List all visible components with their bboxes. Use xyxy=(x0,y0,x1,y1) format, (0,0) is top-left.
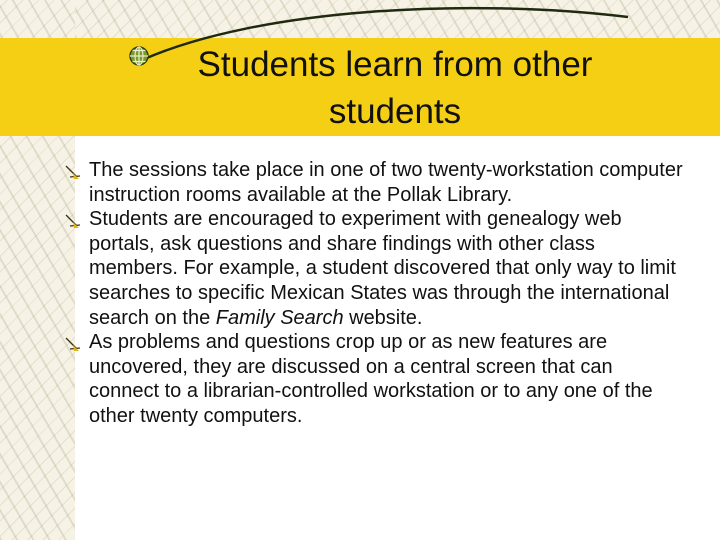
bullet-text-end: website. xyxy=(343,306,423,329)
bullet-list xyxy=(66,158,686,429)
bullet-item xyxy=(66,207,686,330)
bullet-text: As problems and questions crop up or as new features are uncovered, they are discussed on a central screen that can connect to a librarian-controlled workstation or to any one of the other twenty computers. xyxy=(89,331,653,427)
pencil-bullet-icon xyxy=(64,213,81,229)
bullet-item xyxy=(66,158,686,207)
bullet-text: The sessions take place in one of two twenty-workstation computer instruction rooms available at the Pollak Library. xyxy=(89,159,683,206)
slide-title: Students learn from other students xyxy=(197,45,593,131)
bullet-item xyxy=(66,330,686,428)
globe-bullet-icon xyxy=(128,45,150,67)
bullet-emphasis: Family Search xyxy=(215,306,344,329)
pencil-bullet-icon xyxy=(64,164,81,180)
pencil-bullet-icon xyxy=(64,336,81,352)
bullet-text: Students are encouraged to experiment with genealogy web portals, ask questions and share findings with other class members. For example, a student discovered that only way to limit searches to specific Mexican States was through the international search on the xyxy=(89,208,676,329)
